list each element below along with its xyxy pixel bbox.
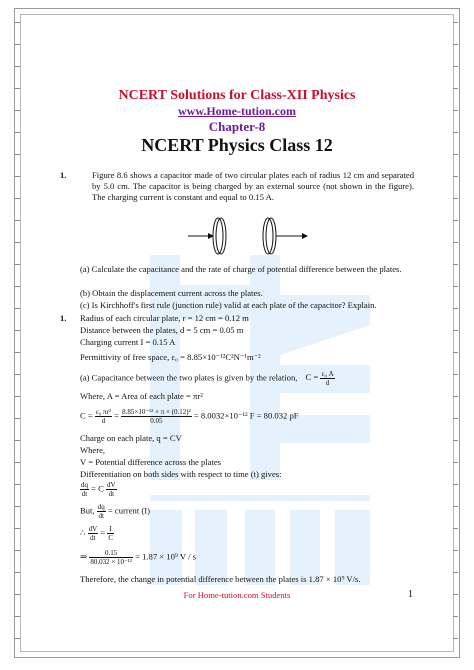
ruler-tick xyxy=(453,286,458,287)
ruler-tick xyxy=(15,462,20,463)
ruler-tick xyxy=(15,176,20,177)
ruler-tick xyxy=(15,572,20,573)
capacitance-formula xyxy=(320,370,334,387)
question-part-a: (a) Calculate the capacitance and the rate of charge of potential difference between the plates. xyxy=(80,264,402,274)
ruler-tick xyxy=(453,176,458,177)
equation-dv-dt xyxy=(80,525,114,542)
eq3-fraction-1 xyxy=(88,525,99,542)
eq2-rhs: = current (I) xyxy=(107,505,150,516)
document-title: NCERT Solutions for Class-XII Physics xyxy=(118,88,356,103)
equation-result xyxy=(80,549,196,566)
ruler-tick xyxy=(15,330,20,331)
ruler-tick xyxy=(15,242,20,243)
final-answer: Therefore, the change in potential difference between the plates is 1.87 × 10⁹ V/s. xyxy=(80,574,361,584)
ruler-tick xyxy=(15,220,20,221)
capacitance-numerator: ε₀ A xyxy=(321,370,334,378)
charge-relation: Charge on each plate, q = CV xyxy=(80,433,182,443)
ruler-tick xyxy=(15,44,20,45)
website-link[interactable]: www.Home-tution.com xyxy=(178,104,296,118)
therefore-symbol: ∴ xyxy=(80,527,86,538)
eq3-fraction-2 xyxy=(107,525,114,542)
where-label: Where, xyxy=(80,445,106,455)
question-part-b: (b) Obtain the displacement current across the plates. xyxy=(80,288,263,298)
ruler-tick xyxy=(15,264,20,265)
ruler-tick xyxy=(15,440,20,441)
permittivity-label: Permittivity of free space, xyxy=(80,352,170,362)
eq1-middle: = C xyxy=(91,483,104,494)
ruler-tick xyxy=(453,506,458,507)
differentiation-text: Differentiation on both sides with respect to time (t) gives: xyxy=(80,469,282,479)
ruler-tick xyxy=(453,374,458,375)
ruler-tick xyxy=(453,44,458,45)
capacitance-relation xyxy=(80,370,335,387)
equation-dq-dt xyxy=(80,481,117,498)
voltage-definition: V = Potential difference across the plates xyxy=(80,457,222,467)
answer-radius: Radius of each circular plate, r = 12 cm = 0.12 m xyxy=(80,313,249,323)
page-number: 1 xyxy=(408,589,413,600)
answer-current: Charging current I = 0.15 A xyxy=(80,337,176,347)
ruler-tick xyxy=(15,638,20,639)
eq1-denominator: dt xyxy=(81,490,88,498)
eq1-numerator: dq xyxy=(81,481,88,489)
calc-numerator-2: 8.85×10⁻¹² × π × (0.12)² xyxy=(122,408,191,416)
implies-symbol: ⇒ xyxy=(80,551,88,562)
eq1-numerator-2: dV xyxy=(107,481,116,489)
permittivity-value: ε₀ = 8.85×10⁻¹²C²N⁻¹m⁻² xyxy=(171,352,261,362)
ruler-tick xyxy=(15,198,20,199)
capacitance-denominator: d xyxy=(325,379,330,387)
eq3-denominator-2: C xyxy=(108,534,114,542)
eq4-rhs: = 1.87 × 10⁹ V / s xyxy=(135,551,196,562)
eq1-fraction-2 xyxy=(106,481,117,498)
eq2-numerator: dq xyxy=(97,503,105,511)
ruler-tick xyxy=(453,22,458,23)
question-part-c: (c) Is Kirchhoff's first rule (junction rule) valid at each plate of the capacitor? Explain. xyxy=(80,300,377,310)
ruler-tick xyxy=(15,528,20,529)
ruler-tick xyxy=(453,220,458,221)
footer-text: For Home-tution.com Students xyxy=(183,590,291,600)
ruler-tick xyxy=(453,352,458,353)
ruler-tick xyxy=(15,418,20,419)
ruler-tick xyxy=(15,506,20,507)
ruler-tick xyxy=(15,66,20,67)
ruler-tick xyxy=(15,374,20,375)
ruler-tick xyxy=(15,396,20,397)
permittivity-line xyxy=(80,352,261,363)
ruler-tick xyxy=(453,572,458,573)
ruler-tick xyxy=(453,440,458,441)
ruler-tick xyxy=(453,616,458,617)
calc-equals: = xyxy=(114,410,119,421)
answer-number: 1. xyxy=(60,313,67,323)
ruler-tick xyxy=(453,462,458,463)
eq3-numerator-2: I xyxy=(107,525,114,534)
eq2-fraction xyxy=(97,503,106,520)
ruler-tick xyxy=(15,484,20,485)
capacitance-text: (a) Capacitance between the two plates is given by the relation, xyxy=(80,372,298,383)
calc-lhs: C = xyxy=(80,410,93,421)
eq4-numerator: 0.15 xyxy=(89,549,133,558)
eq1-fraction-1 xyxy=(80,481,89,498)
question-number: 1. xyxy=(60,170,67,180)
ruler-tick xyxy=(15,352,20,353)
page-heading: NCERT Physics Class 12 xyxy=(141,135,333,155)
area-definition: Where, A = Area of each plate = πr² xyxy=(80,391,203,401)
chapter-label: Chapter-8 xyxy=(208,119,266,134)
ruler-tick xyxy=(453,638,458,639)
ruler-tick xyxy=(15,22,20,23)
ruler-tick xyxy=(453,66,458,67)
ruler-tick xyxy=(453,264,458,265)
calc-denominator-2: 0.05 xyxy=(150,417,163,425)
eq3-denominator: dt xyxy=(90,534,96,542)
ruler-tick xyxy=(15,286,20,287)
calc-result: = 8.0032×10⁻¹² F = 80.032 pF xyxy=(193,410,299,421)
calc-denominator-1: d xyxy=(101,417,106,425)
capacitance-calculation xyxy=(80,408,299,425)
calc-fraction-1 xyxy=(95,408,112,425)
ruler-tick xyxy=(453,528,458,529)
calc-numerator-1: ε₀ πr² xyxy=(95,408,111,416)
capacitance-lhs: C = xyxy=(305,372,319,383)
eq3-numerator: dV xyxy=(88,525,98,533)
capacitor-figure xyxy=(188,212,308,260)
answer-distance: Distance between the plates, d = 5 cm = 0.05 m xyxy=(80,325,244,335)
ruler-tick xyxy=(453,418,458,419)
ruler-tick xyxy=(453,484,458,485)
ruler-tick xyxy=(453,308,458,309)
ruler-tick xyxy=(453,198,458,199)
ruler-tick xyxy=(15,308,20,309)
eq3-middle: = xyxy=(100,527,106,538)
but-label: But, xyxy=(80,505,95,516)
ruler-tick xyxy=(453,242,458,243)
eq2-denominator: dt xyxy=(98,512,104,520)
ruler-tick xyxy=(453,330,458,331)
eq4-fraction xyxy=(89,549,133,566)
eq1-denominator-2: dt xyxy=(108,490,115,498)
ruler-tick xyxy=(453,396,458,397)
calc-fraction-2 xyxy=(121,408,192,425)
eq4-denominator: 80.032 × 10⁻¹² xyxy=(90,558,132,566)
question-text: Figure 8.6 shows a capacitor made of two circular plates each of radius 12 cm and separated by 5.0 cm. The capacitor is being charged by an external source (not shown in the figure). The charging current is constant and equal to 0.15 A. xyxy=(92,170,414,202)
ruler-tick xyxy=(453,550,458,551)
ruler-tick xyxy=(15,550,20,551)
ruler-tick xyxy=(15,616,20,617)
equation-current xyxy=(80,503,150,520)
